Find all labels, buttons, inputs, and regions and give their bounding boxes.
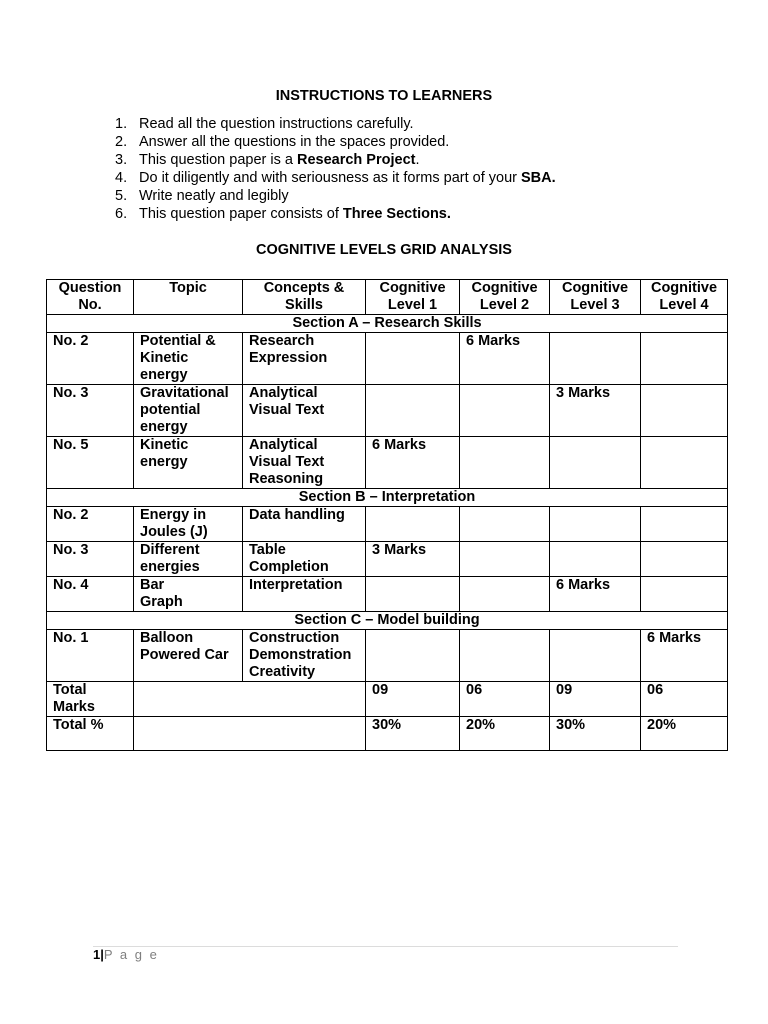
total-value: 09	[366, 682, 460, 717]
table-cell: 3 Marks	[550, 385, 641, 437]
table-cell	[134, 717, 366, 751]
total-value: 20%	[641, 717, 728, 751]
table-cell: No. 3	[47, 385, 134, 437]
total-value: 30%	[366, 717, 460, 751]
table-cell	[550, 333, 641, 385]
total-value: 20%	[460, 717, 550, 751]
table-cell: Data handling	[243, 507, 366, 542]
column-header: Cognitive Level 2	[460, 280, 550, 315]
page-word: P a g e	[103, 947, 159, 962]
instruction-item: 4. Do it diligently and with seriousness as it forms part of your SBA.	[115, 170, 556, 186]
cognitive-levels-table	[46, 279, 728, 751]
table-cell	[460, 542, 550, 577]
table-row	[47, 437, 728, 489]
table-cell: 6 Marks	[460, 333, 550, 385]
table-cell	[641, 507, 728, 542]
total-label: Total Marks	[47, 682, 134, 717]
table-cell	[550, 437, 641, 489]
table-row	[47, 577, 728, 612]
table-cell: Research Expression	[243, 333, 366, 385]
total-value: 06	[460, 682, 550, 717]
page-footer	[93, 946, 678, 962]
table-cell: 3 Marks	[366, 542, 460, 577]
total-row	[47, 682, 728, 717]
instruction-item: 6. This question paper consists of Three Sections.	[115, 206, 451, 222]
table-cell: Different energies	[134, 542, 243, 577]
table-cell: No. 1	[47, 630, 134, 682]
table-row	[47, 385, 728, 437]
table-row	[47, 507, 728, 542]
total-label: Total %	[47, 717, 134, 751]
section-row	[47, 612, 728, 630]
table-cell: No. 5	[47, 437, 134, 489]
table-cell: Construction Demonstration Creativity	[243, 630, 366, 682]
section-title: Section A – Research Skills	[47, 315, 728, 333]
table-cell	[460, 437, 550, 489]
table-cell: Energy in Joules (J)	[134, 507, 243, 542]
table-cell: Analytical Visual Text Reasoning	[243, 437, 366, 489]
instruction-item: 3. This question paper is a Research Project.	[115, 152, 420, 168]
table-cell: Table Completion	[243, 542, 366, 577]
column-header: Concepts & Skills	[243, 280, 366, 315]
table-cell: Bar Graph	[134, 577, 243, 612]
footer-separator: |	[100, 947, 104, 962]
total-row	[47, 717, 728, 751]
table-cell	[641, 542, 728, 577]
table-cell	[460, 507, 550, 542]
table-cell: Analytical Visual Text	[243, 385, 366, 437]
section-title: Section C – Model building	[47, 612, 728, 630]
table-cell	[460, 577, 550, 612]
table-cell: 6 Marks	[641, 630, 728, 682]
table-cell	[460, 630, 550, 682]
table-cell: No. 2	[47, 333, 134, 385]
grid-title: COGNITIVE LEVELS GRID ANALYSIS	[256, 242, 512, 258]
instruction-item: 2. Answer all the questions in the spaces provided.	[115, 134, 450, 150]
table-cell: 6 Marks	[366, 437, 460, 489]
table-cell	[641, 577, 728, 612]
column-header: Cognitive Level 3	[550, 280, 641, 315]
table-cell	[366, 577, 460, 612]
table-cell	[460, 385, 550, 437]
table-cell	[366, 507, 460, 542]
page-number: 1	[93, 947, 101, 962]
table-cell	[550, 542, 641, 577]
column-header: Cognitive Level 1	[366, 280, 460, 315]
table-cell	[641, 333, 728, 385]
table-cell: Potential & Kinetic energy	[134, 333, 243, 385]
table-cell	[366, 333, 460, 385]
instruction-item: 1. Read all the question instructions carefully.	[115, 116, 414, 132]
table-cell	[550, 630, 641, 682]
column-header: Topic	[134, 280, 243, 315]
total-value: 09	[550, 682, 641, 717]
table-cell: No. 4	[47, 577, 134, 612]
table-cell	[641, 385, 728, 437]
table-cell	[366, 385, 460, 437]
table-header-row	[47, 280, 728, 315]
table-cell: Interpretation	[243, 577, 366, 612]
column-header: Cognitive Level 4	[641, 280, 728, 315]
section-row	[47, 315, 728, 333]
table-cell: Balloon Powered Car	[134, 630, 243, 682]
table-cell	[134, 682, 366, 717]
table-row	[47, 542, 728, 577]
total-value: 06	[641, 682, 728, 717]
column-header: Question No.	[47, 280, 134, 315]
table-cell: Gravitational potential energy	[134, 385, 243, 437]
table-row	[47, 630, 728, 682]
section-row	[47, 489, 728, 507]
instructions-heading: INSTRUCTIONS TO LEARNERS	[275, 88, 493, 104]
table-row	[47, 333, 728, 385]
table-cell	[641, 437, 728, 489]
instruction-item: 5. Write neatly and legibly	[115, 188, 289, 204]
table-cell: 6 Marks	[550, 577, 641, 612]
table-cell: No. 3	[47, 542, 134, 577]
table-cell	[366, 630, 460, 682]
table-cell: Kinetic energy	[134, 437, 243, 489]
instructions-list	[115, 115, 556, 223]
table-cell	[550, 507, 641, 542]
total-value: 30%	[550, 717, 641, 751]
table-cell: No. 2	[47, 507, 134, 542]
section-title: Section B – Interpretation	[47, 489, 728, 507]
